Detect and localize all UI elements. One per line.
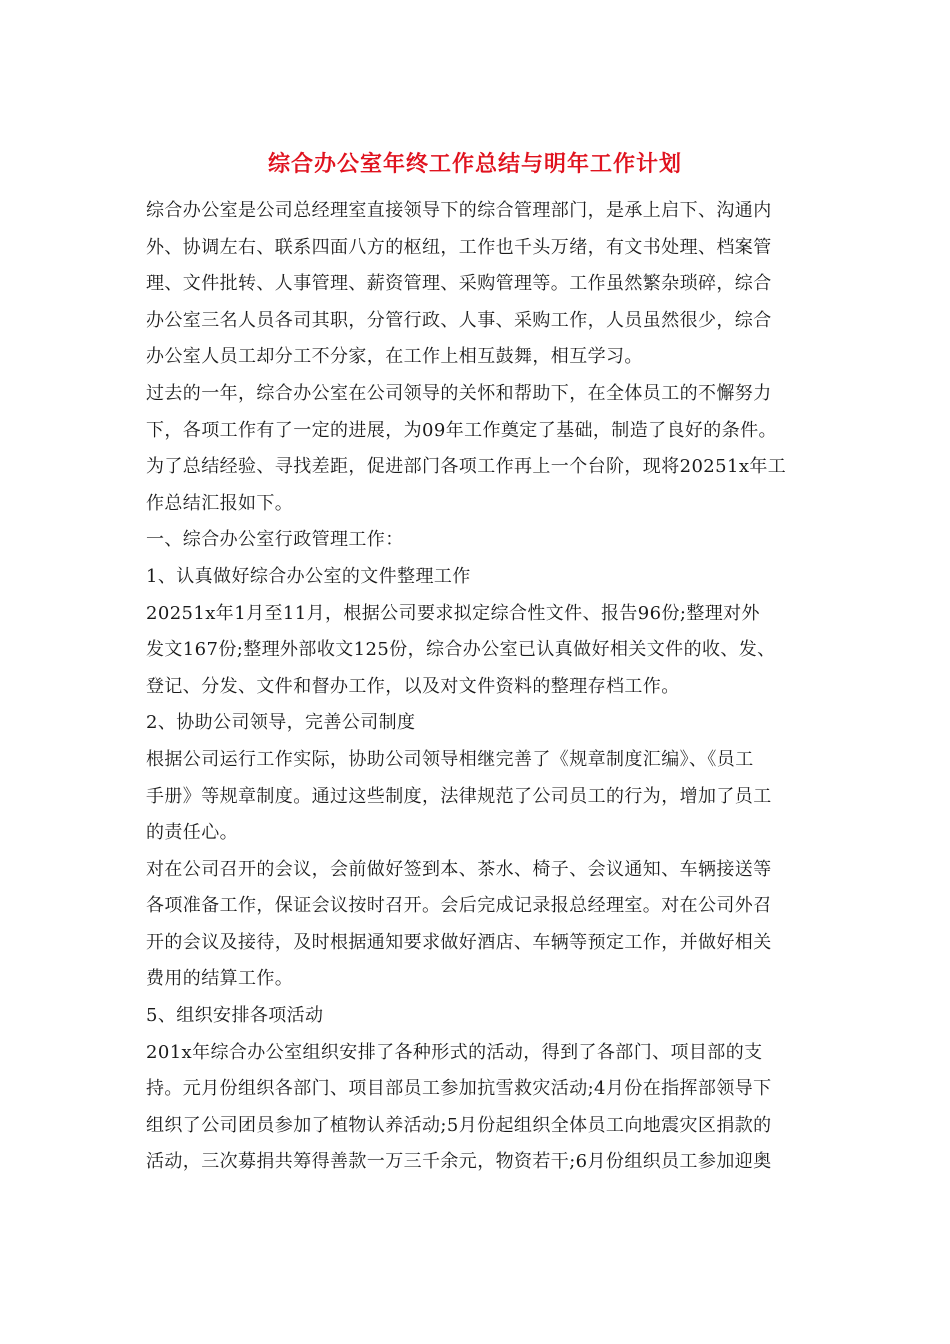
text-line: 开的会议及接待，及时根据通知要求做好酒店、车辆等预定工作，并做好相关 xyxy=(146,931,772,953)
text-line: 活动，三次募捐共筹得善款一万三千余元，物资若干;6月份组织员工参加迎奥 xyxy=(146,1151,772,1173)
text-line: 手册》等规章制度。通过这些制度，法律规范了公司员工的行为，增加了员工 xyxy=(146,785,772,807)
text-line: 办公室人员工却分工不分家，在工作上相互鼓舞，相互学习。 xyxy=(146,346,643,368)
text-line: 登记、分发、文件和督办工作，以及对文件资料的整理存档工作。 xyxy=(146,675,680,697)
text-line: 办公室三名人员各司其职，分管行政、人事、采购工作，人员虽然很少，综合 xyxy=(146,309,772,331)
subsection-heading: 1、认真做好综合办公室的文件整理工作 xyxy=(146,565,471,587)
text-line: 持。元月份组织各部门、项目部员工参加抗雪救灾活动;4月份在指挥部领导下 xyxy=(146,1078,772,1100)
text-line: 作总结汇报如下。 xyxy=(146,492,294,514)
text-line: 根据公司运行工作实际，协助公司领导相继完善了《规章制度汇编》、《员工 xyxy=(146,748,754,770)
text-line: 各项准备工作，保证会议按时召开。会后完成记录报总经理室。对在公司外召 xyxy=(146,895,772,917)
text-line: 过去的一年，综合办公室在公司领导的关怀和帮助下，在全体员工的不懈努力 xyxy=(146,382,772,404)
text-line: 组织了公司团员参加了植物认养活动;5月份起组织全体员工向地震灾区捐款的 xyxy=(146,1114,772,1136)
subsection-heading: 2、协助公司领导，完善公司制度 xyxy=(146,712,416,734)
text-line: 的责任心。 xyxy=(146,822,238,844)
text-line: 对在公司召开的会议，会前做好签到本、茶水、椅子、会议通知、车辆接送等 xyxy=(146,858,772,880)
text-line: 为了总结经验、寻找差距，促进部门各项工作再上一个台阶，现将20251x年工 xyxy=(146,456,787,478)
text-line: 发文167份;整理外部收文125份，综合办公室已认真做好相关文件的收、发、 xyxy=(146,639,776,661)
text-line: 201x年综合办公室组织安排了各种形式的活动，得到了各部门、项目部的支 xyxy=(146,1041,763,1063)
document-title: 综合办公室年终工作总结与明年工作计划 xyxy=(267,152,682,177)
text-line: 综合办公室是公司总经理室直接领导下的综合管理部门，是承上启下、沟通内 xyxy=(146,200,772,221)
text-line: 理、文件批转、人事管理、薪资管理、采购管理等。工作虽然繁杂琐碎，综合 xyxy=(146,273,772,295)
text-line: 20251x年1月至11月，根据公司要求拟定综合性文件、报告96份;整理对外 xyxy=(146,602,760,624)
subsection-heading: 5、组织安排各项活动 xyxy=(146,1005,324,1027)
document-body xyxy=(146,193,811,1181)
text-line: 下，各项工作有了一定的进展，为09年工作奠定了基础，制造了良好的条件。 xyxy=(146,419,777,441)
text-line: 费用的结算工作。 xyxy=(146,968,294,990)
section-heading: 一、综合办公室行政管理工作： xyxy=(146,529,404,551)
text-line: 外、协调左右、联系四面八方的枢纽，工作也千头万绪，有文书处理、档案管 xyxy=(146,236,772,258)
